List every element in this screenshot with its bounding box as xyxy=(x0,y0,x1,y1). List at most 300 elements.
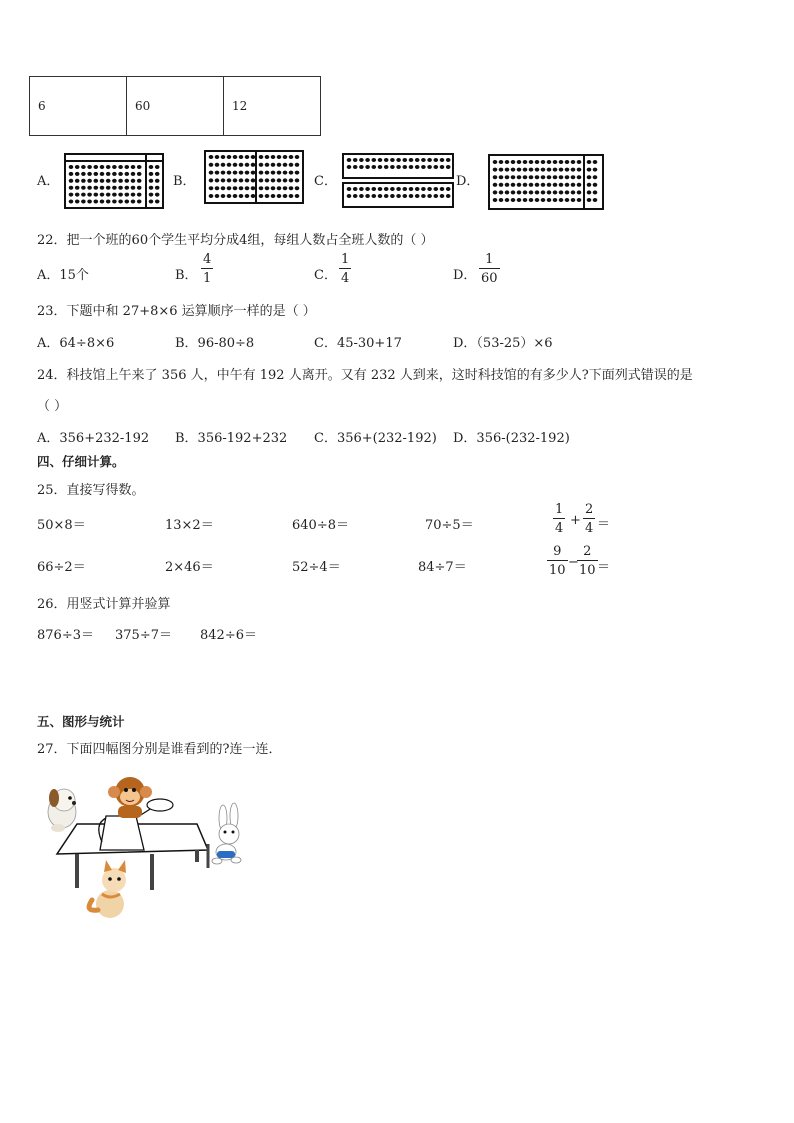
dot xyxy=(100,186,105,190)
dot xyxy=(517,160,522,164)
q23-option-d[interactable]: D．（53-25）×6 xyxy=(453,336,553,351)
dot xyxy=(505,160,510,164)
dot xyxy=(434,165,439,169)
dot xyxy=(421,194,426,198)
dot xyxy=(295,178,300,182)
q22-option-d-fraction xyxy=(479,253,500,285)
dot xyxy=(209,163,214,167)
dot xyxy=(259,194,264,198)
dot xyxy=(277,194,282,198)
dot xyxy=(593,160,598,164)
dot xyxy=(131,172,136,176)
dot xyxy=(94,186,99,190)
dot xyxy=(100,172,105,176)
dot xyxy=(396,194,401,198)
option-d-label: D． xyxy=(456,174,480,189)
minus-operator: − xyxy=(568,555,579,570)
fraction xyxy=(547,545,568,577)
fraction xyxy=(583,503,595,535)
denominator: 4 xyxy=(583,518,595,535)
dot xyxy=(529,168,534,172)
q26-item: 842÷6＝ xyxy=(200,628,257,643)
dot xyxy=(547,168,552,172)
dot xyxy=(131,193,136,197)
dot xyxy=(215,178,220,182)
dot xyxy=(271,171,276,175)
dot xyxy=(587,160,592,164)
dot xyxy=(403,194,408,198)
dot xyxy=(289,194,294,198)
dot xyxy=(251,178,256,182)
q27-question: 27．下面四幅图分别是谁看到的?连一连． xyxy=(37,742,282,757)
dot xyxy=(227,171,232,175)
dot-array-b[interactable] xyxy=(204,150,304,204)
table-cell: 6 xyxy=(30,77,127,136)
dot xyxy=(390,194,395,198)
dot xyxy=(547,175,552,179)
dot xyxy=(577,160,582,164)
equals-sign: ＝ xyxy=(597,517,611,532)
dot xyxy=(553,198,558,202)
dot xyxy=(523,190,528,194)
dot xyxy=(365,165,370,169)
dot xyxy=(359,158,364,162)
section-five-title: 五、图形与统计 xyxy=(37,714,125,729)
dot xyxy=(295,194,300,198)
dot xyxy=(233,194,238,198)
dot xyxy=(577,198,582,202)
dot xyxy=(553,190,558,194)
dot xyxy=(209,171,214,175)
plus-operator: + xyxy=(570,513,581,528)
dot xyxy=(81,165,86,169)
dot xyxy=(415,187,420,191)
q25-item: 50×8＝ xyxy=(37,518,86,533)
dot xyxy=(529,183,534,187)
dot xyxy=(239,194,244,198)
dot xyxy=(125,200,130,204)
denominator: 60 xyxy=(479,268,500,285)
dot xyxy=(372,194,377,198)
dot xyxy=(289,171,294,175)
dot xyxy=(529,175,534,179)
dot xyxy=(233,163,238,167)
dot xyxy=(131,179,136,183)
dot xyxy=(446,187,451,191)
dot xyxy=(271,178,276,182)
dot xyxy=(106,179,111,183)
dot xyxy=(529,190,534,194)
dot xyxy=(239,163,244,167)
dot xyxy=(87,165,92,169)
answer-table xyxy=(29,76,321,136)
dot xyxy=(396,165,401,169)
dot xyxy=(499,168,504,172)
dot xyxy=(440,158,445,162)
dot xyxy=(289,163,294,167)
dot xyxy=(535,183,540,187)
dot xyxy=(499,190,504,194)
dot xyxy=(265,186,270,190)
dot xyxy=(415,158,420,162)
dot xyxy=(209,178,214,182)
dot xyxy=(565,175,570,179)
dot xyxy=(69,165,74,169)
dot xyxy=(209,186,214,190)
dot xyxy=(553,160,558,164)
dot xyxy=(112,179,117,183)
dot xyxy=(571,190,576,194)
q24-option-b[interactable]: B．356-192+232 xyxy=(175,431,288,446)
dog-icon xyxy=(48,789,76,832)
dot xyxy=(149,165,154,169)
dot xyxy=(106,200,111,204)
dot xyxy=(434,187,439,191)
dot-array-a[interactable] xyxy=(64,153,164,209)
dot xyxy=(245,194,250,198)
dot xyxy=(541,168,546,172)
dot xyxy=(245,178,250,182)
q25-item: 640÷8＝ xyxy=(292,518,349,533)
option-b-label: B． xyxy=(173,174,196,189)
dot xyxy=(353,194,358,198)
dot xyxy=(118,179,123,183)
dot xyxy=(493,190,498,194)
dot xyxy=(409,194,414,198)
dot xyxy=(535,198,540,202)
dot xyxy=(100,165,105,169)
dot xyxy=(239,178,244,182)
rabbit-icon xyxy=(212,803,241,864)
dot xyxy=(396,187,401,191)
dot xyxy=(251,155,256,159)
dot xyxy=(277,186,282,190)
option-c-label: C． xyxy=(314,174,337,189)
dot xyxy=(587,190,592,194)
dot xyxy=(75,186,80,190)
denominator: 4 xyxy=(339,268,351,285)
dot xyxy=(100,193,105,197)
dot xyxy=(347,194,352,198)
dot-array-d[interactable] xyxy=(488,154,604,210)
dot xyxy=(112,200,117,204)
dot xyxy=(547,198,552,202)
dot xyxy=(403,187,408,191)
dot xyxy=(245,171,250,175)
dot xyxy=(517,168,522,172)
dot xyxy=(251,171,256,175)
dot xyxy=(421,158,426,162)
dot xyxy=(587,183,592,187)
dot xyxy=(94,165,99,169)
dot xyxy=(593,168,598,172)
dot xyxy=(565,183,570,187)
dot xyxy=(209,194,214,198)
dot xyxy=(221,155,226,159)
q22-option-b-label[interactable]: B． xyxy=(175,268,198,283)
dot xyxy=(529,160,534,164)
dot xyxy=(118,200,123,204)
dot xyxy=(251,163,256,167)
dot xyxy=(446,194,451,198)
dot xyxy=(215,171,220,175)
dot xyxy=(215,155,220,159)
dot xyxy=(493,183,498,187)
dot xyxy=(427,194,432,198)
dot xyxy=(577,183,582,187)
q24-option-a[interactable]: A．356+232-192 xyxy=(37,431,150,446)
dot xyxy=(440,194,445,198)
dot xyxy=(131,200,136,204)
dot xyxy=(499,175,504,179)
dot xyxy=(523,160,528,164)
dot xyxy=(149,200,154,204)
dot xyxy=(137,200,142,204)
dot xyxy=(221,186,226,190)
dot xyxy=(112,172,117,176)
dot xyxy=(365,187,370,191)
fraction xyxy=(577,545,598,577)
dot xyxy=(577,190,582,194)
dot xyxy=(233,186,238,190)
dot xyxy=(239,171,244,175)
dot xyxy=(131,186,136,190)
dot xyxy=(353,187,358,191)
dot xyxy=(265,178,270,182)
dot xyxy=(535,175,540,179)
dot xyxy=(359,165,364,169)
dot xyxy=(125,186,130,190)
q26-question: 26．用竖式计算并验算 xyxy=(37,597,171,612)
cat-icon xyxy=(89,860,126,918)
dot xyxy=(131,165,136,169)
dot xyxy=(384,187,389,191)
dot xyxy=(295,155,300,159)
dot xyxy=(517,175,522,179)
dot xyxy=(541,190,546,194)
dot xyxy=(390,158,395,162)
dot xyxy=(259,186,264,190)
dot xyxy=(125,193,130,197)
dot xyxy=(434,194,439,198)
dot xyxy=(372,165,377,169)
dot xyxy=(233,155,238,159)
q25-item: 84÷7＝ xyxy=(418,560,467,575)
dot xyxy=(283,171,288,175)
dot xyxy=(353,165,358,169)
dot xyxy=(559,190,564,194)
table-scene-illustration xyxy=(40,772,255,926)
dot xyxy=(94,172,99,176)
dot xyxy=(295,171,300,175)
dot xyxy=(427,187,432,191)
numerator: 9 xyxy=(553,544,562,559)
q23-question: 23．下题中和 27+8×6 运算顺序一样的是（ ） xyxy=(37,304,316,319)
dot xyxy=(347,158,352,162)
dot xyxy=(511,175,516,179)
dot xyxy=(227,194,232,198)
q23-option-b[interactable]: B．96-80÷8 xyxy=(175,336,255,351)
dot xyxy=(559,183,564,187)
dot xyxy=(155,193,160,197)
denominator: 4 xyxy=(553,518,565,535)
dot xyxy=(553,175,558,179)
dot xyxy=(221,178,226,182)
dot xyxy=(571,183,576,187)
dot xyxy=(565,198,570,202)
dot xyxy=(75,193,80,197)
denominator: 1 xyxy=(201,268,213,285)
dot-array-c[interactable] xyxy=(342,153,454,209)
dot xyxy=(517,198,522,202)
dot xyxy=(251,194,256,198)
dot xyxy=(505,168,510,172)
dot xyxy=(265,194,270,198)
dot xyxy=(251,186,256,190)
dot xyxy=(523,198,528,202)
q24-answer-blank[interactable]: （ ） xyxy=(37,399,68,414)
dot xyxy=(403,165,408,169)
dot xyxy=(245,163,250,167)
dot xyxy=(571,198,576,202)
dot xyxy=(227,155,232,159)
dot xyxy=(511,183,516,187)
dot xyxy=(283,155,288,159)
dot xyxy=(155,172,160,176)
dot xyxy=(155,186,160,190)
dot xyxy=(440,187,445,191)
dot xyxy=(69,193,74,197)
dot xyxy=(112,165,117,169)
q22-option-b-fraction xyxy=(201,253,213,285)
dot xyxy=(149,193,154,197)
dot xyxy=(87,200,92,204)
dot xyxy=(440,165,445,169)
dot xyxy=(390,187,395,191)
dot xyxy=(571,160,576,164)
dot xyxy=(365,194,370,198)
dot xyxy=(565,190,570,194)
dot xyxy=(446,158,451,162)
dot xyxy=(259,178,264,182)
dot xyxy=(390,165,395,169)
dot xyxy=(106,172,111,176)
q24-option-d[interactable]: D．356-(232-192) xyxy=(453,431,570,446)
q26-item: 375÷7＝ xyxy=(115,628,172,643)
dot xyxy=(155,165,160,169)
dot xyxy=(499,160,504,164)
dot xyxy=(81,172,86,176)
dot xyxy=(378,187,383,191)
dot xyxy=(409,158,414,162)
dot xyxy=(499,183,504,187)
dot xyxy=(529,198,534,202)
dot xyxy=(239,155,244,159)
dot xyxy=(94,193,99,197)
dot xyxy=(245,155,250,159)
table-cell: 12 xyxy=(224,77,321,136)
dot xyxy=(245,186,250,190)
dot xyxy=(265,155,270,159)
dot xyxy=(227,186,232,190)
dot xyxy=(233,178,238,182)
dot xyxy=(112,186,117,190)
dot xyxy=(137,193,142,197)
dot xyxy=(149,179,154,183)
dot xyxy=(378,158,383,162)
dot xyxy=(87,179,92,183)
dot xyxy=(94,200,99,204)
dot xyxy=(149,172,154,176)
dot xyxy=(271,186,276,190)
dot xyxy=(505,183,510,187)
dot xyxy=(493,198,498,202)
dot xyxy=(559,160,564,164)
dot xyxy=(69,186,74,190)
dot xyxy=(565,168,570,172)
q25-question: 25．直接写得数。 xyxy=(37,483,145,498)
dot xyxy=(517,190,522,194)
q22-option-a[interactable]: A．15个 xyxy=(37,268,89,283)
dot xyxy=(547,190,552,194)
dot xyxy=(283,194,288,198)
q25-item: 2×46＝ xyxy=(165,560,214,575)
dot xyxy=(271,163,276,167)
dot xyxy=(295,186,300,190)
dot xyxy=(505,198,510,202)
q22-option-c-fraction xyxy=(339,253,351,285)
dot xyxy=(137,186,142,190)
dot xyxy=(271,155,276,159)
dot xyxy=(372,187,377,191)
dot xyxy=(137,165,142,169)
dot xyxy=(69,179,74,183)
q22-question: 22．把一个班的60个学生平均分成4组，每组人数占全班人数的（ ） xyxy=(37,233,434,248)
dot xyxy=(553,168,558,172)
dot xyxy=(415,165,420,169)
dot xyxy=(511,160,516,164)
dot xyxy=(499,198,504,202)
dot xyxy=(347,165,352,169)
dot xyxy=(565,160,570,164)
dot xyxy=(559,168,564,172)
q22-option-c-label[interactable]: C． xyxy=(314,268,337,283)
dot xyxy=(384,194,389,198)
dot xyxy=(69,172,74,176)
dot xyxy=(227,178,232,182)
numerator: 2 xyxy=(583,544,592,559)
dot xyxy=(87,172,92,176)
dot xyxy=(378,194,383,198)
q22-option-d-label[interactable]: D． xyxy=(453,268,477,283)
dot xyxy=(403,158,408,162)
dot xyxy=(517,183,522,187)
dot xyxy=(75,179,80,183)
numerator: 2 xyxy=(585,502,594,517)
dot xyxy=(277,155,282,159)
dot xyxy=(577,168,582,172)
dot xyxy=(221,194,226,198)
numerator: 1 xyxy=(555,502,564,517)
q23-option-c[interactable]: C．45-30+17 xyxy=(314,336,402,351)
section-four-title: 四、仔细计算。 xyxy=(37,454,125,469)
dot xyxy=(446,165,451,169)
dot xyxy=(359,194,364,198)
q23-option-a[interactable]: A．64÷8×6 xyxy=(37,336,115,351)
q24-option-c[interactable]: C．356+(232-192) xyxy=(314,431,437,446)
dot xyxy=(289,178,294,182)
dot xyxy=(233,171,238,175)
